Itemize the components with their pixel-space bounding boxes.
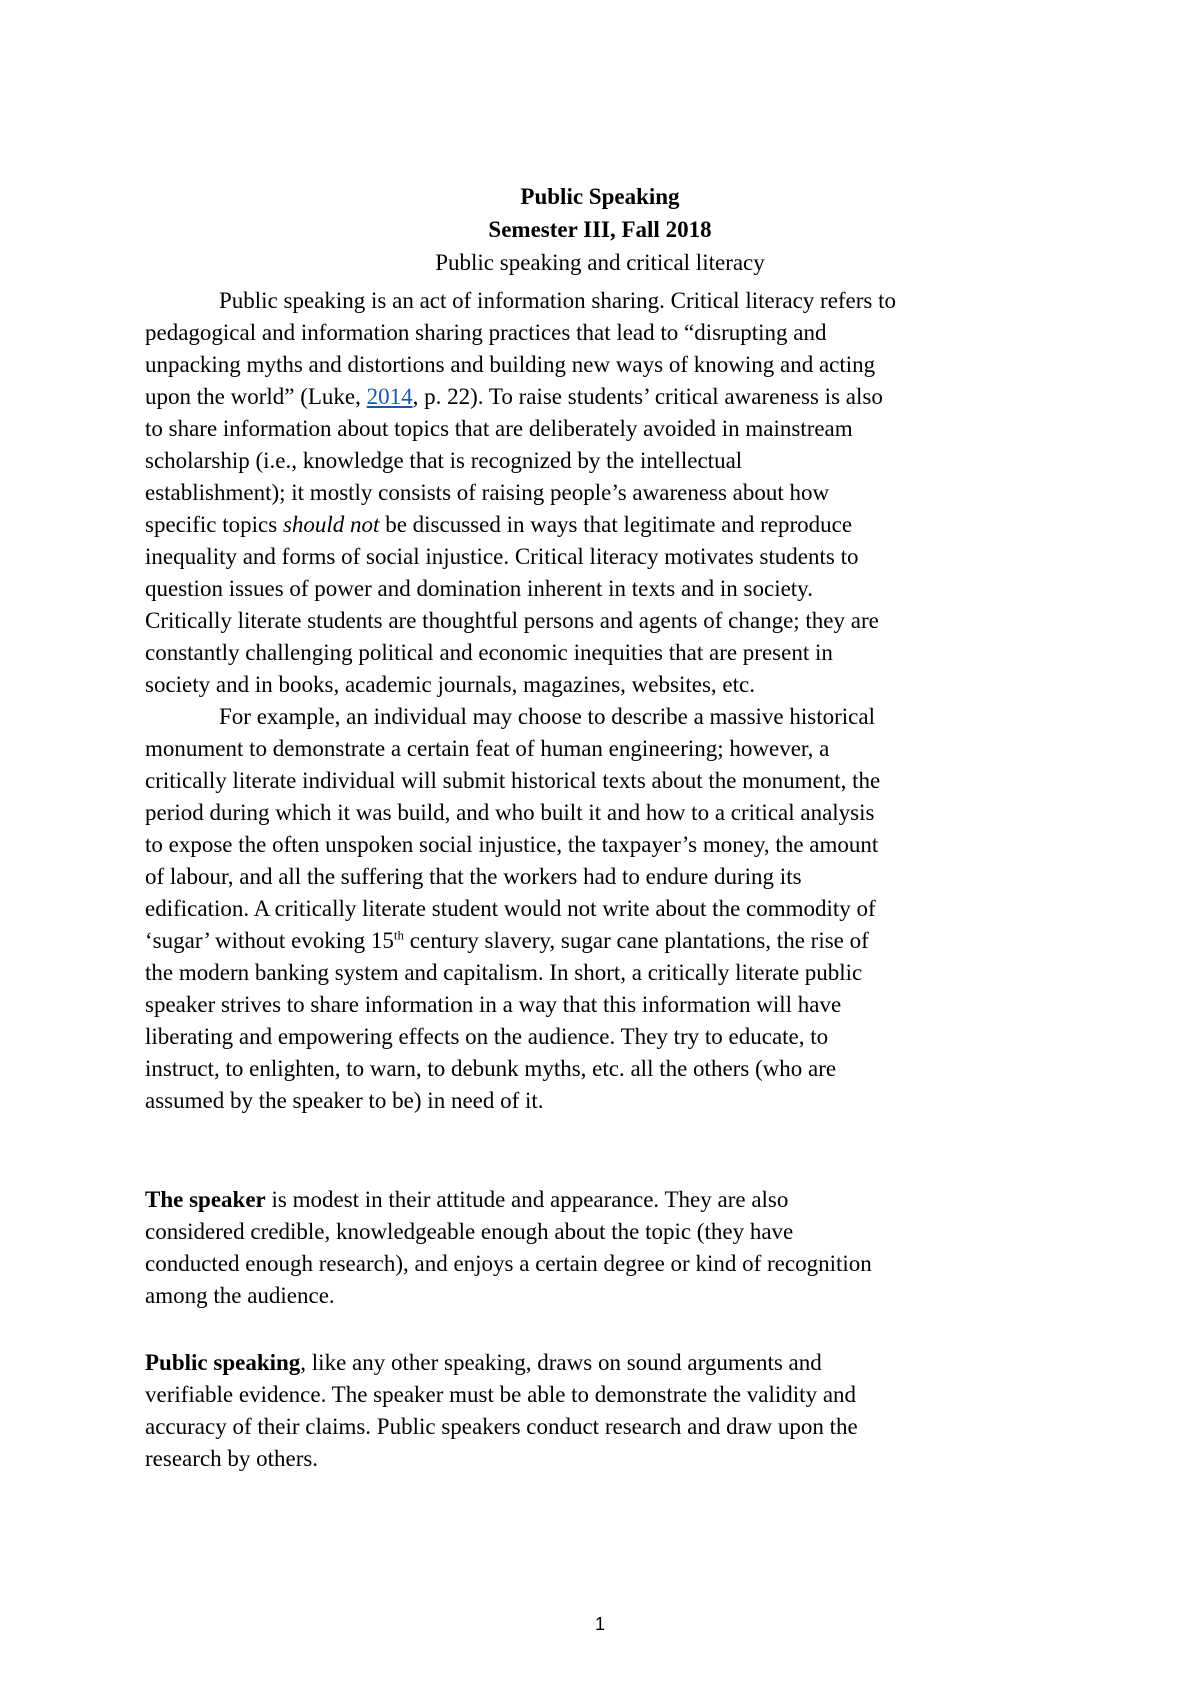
text-line	[145, 1183, 1055, 1215]
semester-line: Semester III, Fall 2018	[488, 217, 712, 242]
text-segment: specific topics	[145, 512, 283, 537]
text-segment: century slavery, sugar cane plantations, the rise of	[404, 928, 869, 953]
text-segment: is modest in their attitude and appearance. They are also	[265, 1187, 789, 1212]
text-line: of labour, and all the suffering that the workers had to endure during its	[145, 864, 802, 889]
text-line: conducted enough research), and enjoys a certain degree or kind of recognition	[145, 1251, 872, 1276]
title-block	[145, 180, 1055, 279]
text-segment: , p. 22). To raise students’ critical awareness is also	[412, 384, 883, 409]
text-line: scholarship (i.e., knowledge that is recognized by the intellectual	[145, 448, 743, 473]
text-line: pedagogical and information sharing practices that lead to “disrupting and	[145, 320, 827, 345]
text-line: constantly challenging political and economic inequities that are present in	[145, 640, 833, 665]
paragraph-example	[145, 700, 1055, 1116]
text-line: accuracy of their claims. Public speakers conduct research and draw upon the	[145, 1414, 858, 1439]
page-number: 1	[594, 1614, 605, 1634]
document-subtitle: Public speaking and critical literacy	[435, 250, 765, 275]
text-line: inequality and forms of social injustice. Critical literacy motivates students to	[145, 544, 859, 569]
text-line: unpacking myths and distortions and building new ways of knowing and acting	[145, 352, 876, 377]
text-segment: upon the world” (Luke,	[145, 384, 367, 409]
text-line: liberating and empowering effects on the audience. They try to educate, to	[145, 1024, 829, 1049]
text-line: assumed by the speaker to be) in need of it.	[145, 1088, 544, 1113]
citation-link[interactable]: 2014	[366, 384, 413, 409]
text-line: monument to demonstrate a certain feat of human engineering; however, a	[145, 736, 830, 761]
text-line	[145, 1346, 1055, 1378]
text-line: to expose the often unspoken social injustice, the taxpayer’s money, the amount	[145, 832, 879, 857]
text-line: speaker strives to share information in a way that this information will have	[145, 992, 842, 1017]
text-line: instruct, to enlighten, to warn, to debunk myths, etc. all the others (who are	[145, 1056, 837, 1081]
text-segment: , like any other speaking, draws on sound arguments and	[300, 1350, 822, 1375]
document-title: Public Speaking	[520, 184, 680, 209]
text-line: society and in books, academic journals, magazines, websites, etc.	[145, 672, 755, 697]
emphasis-text: should not	[282, 512, 380, 537]
bold-term: The speaker	[145, 1187, 266, 1212]
text-segment: ‘sugar’ without evoking 15	[145, 928, 394, 953]
text-line: edification. A critically literate student would not write about the commodity of	[145, 896, 876, 921]
superscript: th	[393, 927, 405, 943]
text-segment: be discussed in ways that legitimate and reproduce	[379, 512, 853, 537]
text-line: critically literate individual will submit historical texts about the monument, the	[145, 768, 881, 793]
text-line: question issues of power and domination inherent in texts and in society.	[145, 576, 813, 601]
text-line: verifiable evidence. The speaker must be able to demonstrate the validity and	[145, 1382, 857, 1407]
paragraph-speaker	[145, 1183, 1055, 1311]
text-line: research by others.	[145, 1446, 319, 1471]
paragraph-public-speaking	[145, 1346, 1055, 1474]
text-line: Public speaking is an act of information sharing. Critical literacy refers to	[219, 288, 897, 313]
text-line: period during which it was build, and who built it and how to a critical analysis	[145, 800, 875, 825]
text-line: among the audience.	[145, 1283, 335, 1308]
text-line: For example, an individual may choose to describe a massive historical	[219, 704, 875, 729]
text-line	[145, 924, 1055, 956]
text-line: the modern banking system and capitalism. In short, a critically literate public	[145, 960, 863, 985]
paragraph-critical-literacy	[145, 284, 1055, 700]
text-line: establishment); it mostly consists of raising people’s awareness about how	[145, 480, 830, 505]
text-line: considered credible, knowledgeable enough about the topic (they have	[145, 1219, 794, 1244]
text-line	[145, 380, 1055, 412]
text-line: to share information about topics that are deliberately avoided in mainstream	[145, 416, 853, 441]
text-line: Critically literate students are thoughtful persons and agents of change; they are	[145, 608, 879, 633]
bold-term: Public speaking	[145, 1350, 301, 1375]
text-line	[145, 508, 1055, 540]
